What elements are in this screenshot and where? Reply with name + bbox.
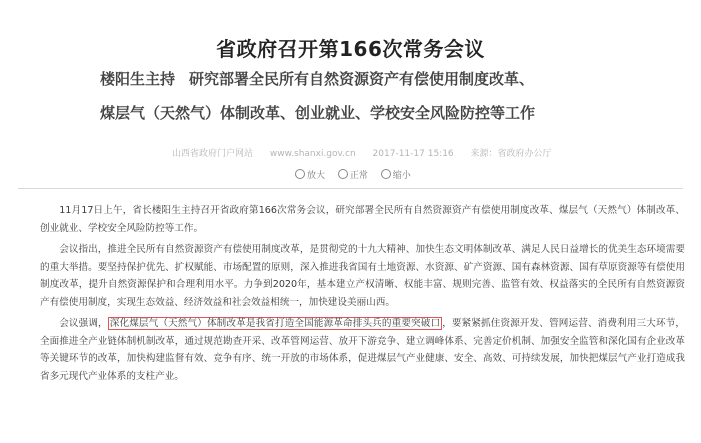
shrink-label: 缩小 [392,171,411,181]
article-meta [172,146,566,159]
header-divider [18,188,683,189]
paragraph-3-start: 会议强调， [59,318,108,329]
meta-site[interactable]: 山西省政府门户网站 [172,149,254,159]
paragraph-2: 会议指出，推进全民所有自然资源资产有偿使用制度改革，是贯彻党的十九大精神、加快生态文明体制改革、满足人民日益增长的优美生态环境需要的重大举措。要坚持保护优先、扩权赋能、市场配置的原则，深入推进我省国有土地资源、水资源、矿产资源、国有森林资源、国有草原资源等有偿使用制度改革，提升自然资源保护和合理利用水平。力争到2020年，基本建立产权清晰、权能丰富、规则完善、监管有效、权益落实的全民所有自然资源资产有偿使用制度，实现生态效益、经济效益和社会效益相统一，加快建设美丽山西。 [40,244,685,308]
normal-label: 正常 [349,171,368,181]
subtitle-host: 楼阳生主持 [100,70,176,88]
article-subtitle-line-1 [100,68,640,89]
article-title: 省政府召开第166次常务会议 [216,37,485,61]
paragraph-3 [40,315,685,385]
meta-url[interactable]: www.shanxi.gov.cn [269,149,356,159]
meta-source: 来源：省政府办公厅 [470,149,552,159]
normal-size-button[interactable] [338,168,368,181]
highlighted-sentence: 深化煤层气（天然气）体制改革是我省打造全国能源革命排头兵的重要突破口 [109,318,441,329]
article-body [40,202,685,389]
font-size-tools [295,168,421,181]
subtitle-line1-text: 研究部署全民所有自然资源资产有偿使用制度改革、 [189,70,535,88]
zoom-in-icon [295,169,305,179]
enlarge-button[interactable] [295,168,325,181]
enlarge-label: 放大 [307,171,326,181]
reset-size-icon [338,169,348,179]
zoom-out-icon [381,169,391,179]
article-subtitle-line-2: 煤层气（天然气）体制改革、创业就业、学校安全风险防控等工作 [100,104,536,122]
meta-datetime: 2017-11-17 15:16 [372,149,454,159]
paragraph-1: 11月17日上午，省长楼阳生主持召开省政府第166次常务会议，研究部署全民所有自然资源资产有偿使用制度改革、煤层气（天然气）体制改革、创业就业、学校安全风险防控等工作。 [40,205,685,234]
paragraph-3-rest: ，要紧紧抓住资源开发、管网运营、消费利用三大环节，全面推进全产业链体制机制改革，通过规范勘查开采、改革管网运营、放开下游竞争、建立调峰体系、完善定价机制、加强安全监管和深化国有企业改革等关键环节的改革，加快构建监督有效、竞争有序、统一开放的市场体系，促进煤层气产业健康、安全、高效、可持续发展，加快把煤层气产业打造成我省多元现代产业体系的支柱产业。 [40,318,686,382]
shrink-button[interactable] [381,168,411,181]
